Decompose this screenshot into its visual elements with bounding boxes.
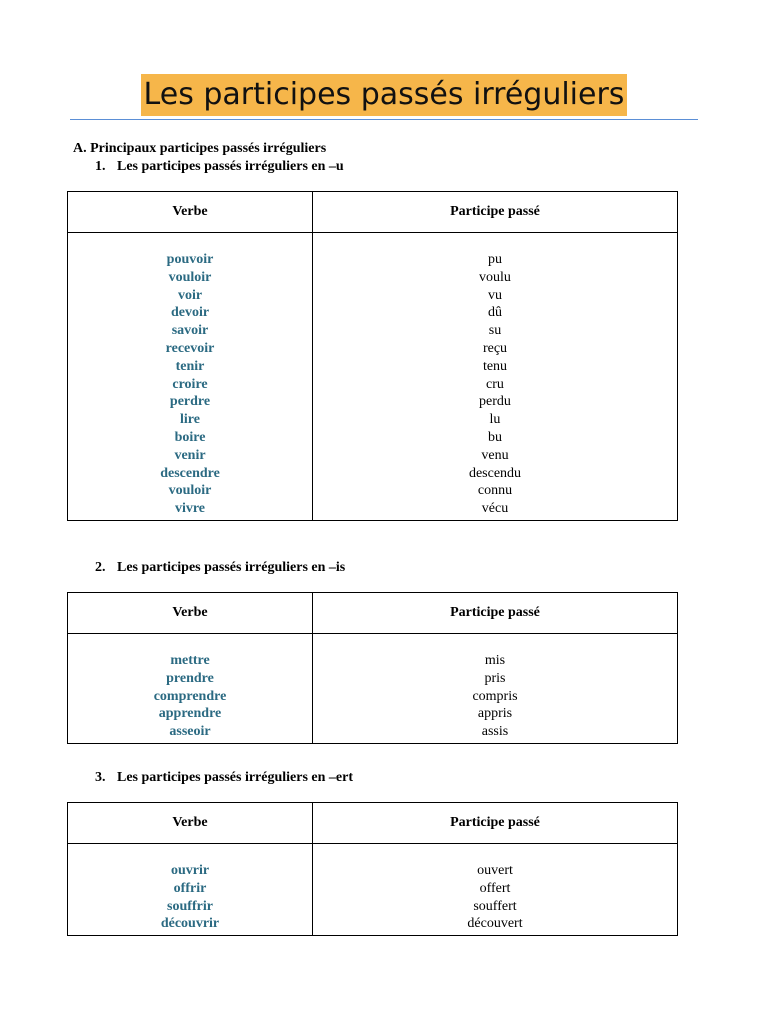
verb-cell: savoir (171, 323, 209, 339)
participle-cell: offert (479, 880, 511, 896)
verb-cell: croire (172, 376, 208, 392)
participle-cell: ouvert (477, 863, 513, 878)
subsection-title: Les participes passés irréguliers en –ert (117, 770, 354, 785)
participle-column (313, 233, 678, 521)
verb-cell: devoir (170, 305, 210, 321)
title-container (0, 74, 768, 116)
verb-cell: descendre (160, 465, 220, 481)
participle-cell: vu (488, 287, 502, 303)
subsection-number: 1. (95, 159, 106, 174)
verb-column (68, 233, 313, 521)
participle-cell: venu (481, 447, 509, 463)
participle-column (313, 634, 678, 744)
participle-cell: voulu (479, 269, 511, 285)
participle-cell: descendu (468, 465, 522, 481)
section-a-heading: A. Principaux participes passés irréguliers (73, 141, 327, 156)
verb-cell: souffrir (167, 898, 213, 914)
participle-cell: su (488, 323, 502, 339)
participle-cell: reçu (482, 340, 508, 356)
verb-cell: mettre (170, 653, 210, 668)
verb-cell: vouloir (168, 269, 212, 285)
subsection-title: Les participes passés irréguliers en –u (117, 159, 344, 174)
participle-cell: tenu (482, 358, 508, 374)
verb-column (68, 844, 313, 936)
participle-cell: assis (481, 724, 509, 740)
verb-cell: perdre (169, 394, 211, 410)
column-header-participle: Participe passé (313, 192, 678, 233)
subsection-number: 3. (95, 770, 106, 785)
verb-cell: prendre (166, 670, 214, 686)
verb-cell: tenir (175, 358, 205, 374)
table-participles-is (67, 592, 678, 744)
verb-cell: apprendre (158, 706, 222, 722)
verb-cell: venir (174, 447, 206, 463)
verb-cell: vouloir (168, 483, 212, 499)
verb-cell: recevoir (165, 340, 215, 356)
verb-cell: comprendre (153, 688, 227, 704)
verb-cell: offrir (173, 880, 207, 896)
participle-cell: vécu (481, 501, 509, 517)
verb-cell: ouvrir (170, 863, 210, 878)
verb-cell: voir (177, 287, 203, 303)
subsection-number: 2. (95, 560, 106, 575)
participle-cell: compris (472, 688, 518, 704)
column-header-verb: Verbe (68, 593, 313, 634)
column-header-verb: Verbe (68, 192, 313, 233)
verb-cell: lire (180, 412, 200, 428)
subsection-heading-u (95, 158, 344, 176)
title-divider (70, 119, 698, 120)
subsection-heading-is (95, 559, 345, 577)
participle-cell: dû (488, 305, 502, 321)
verb-cell: asseoir (169, 724, 211, 740)
column-header-participle: Participe passé (313, 803, 678, 844)
participle-column (313, 844, 678, 936)
verb-cell: vivre (174, 501, 206, 517)
column-header-verb: Verbe (68, 803, 313, 844)
subsection-heading-ert (95, 769, 353, 787)
participle-cell: pu (488, 252, 502, 267)
verb-cell: découvrir (160, 916, 220, 932)
participle-cell: pris (484, 670, 506, 686)
participle-cell: découvert (467, 916, 523, 932)
participle-cell: souffert (473, 898, 517, 914)
participle-cell: perdu (479, 394, 511, 410)
subsection-title: Les participes passés irréguliers en –is (117, 560, 346, 575)
page-title: Les participes passés irréguliers (141, 74, 628, 116)
participle-cell: bu (488, 429, 502, 445)
participle-cell: connu (477, 483, 513, 499)
participle-cell: mis (484, 653, 506, 668)
verb-column (68, 634, 313, 744)
participle-cell: lu (489, 412, 501, 428)
participle-cell: cru (486, 376, 504, 392)
verb-cell: boire (174, 429, 206, 445)
participle-cell: appris (477, 706, 513, 722)
verb-cell: pouvoir (166, 252, 214, 267)
table-participles-u (67, 191, 678, 521)
column-header-participle: Participe passé (313, 593, 678, 634)
table-participles-ert (67, 802, 678, 936)
